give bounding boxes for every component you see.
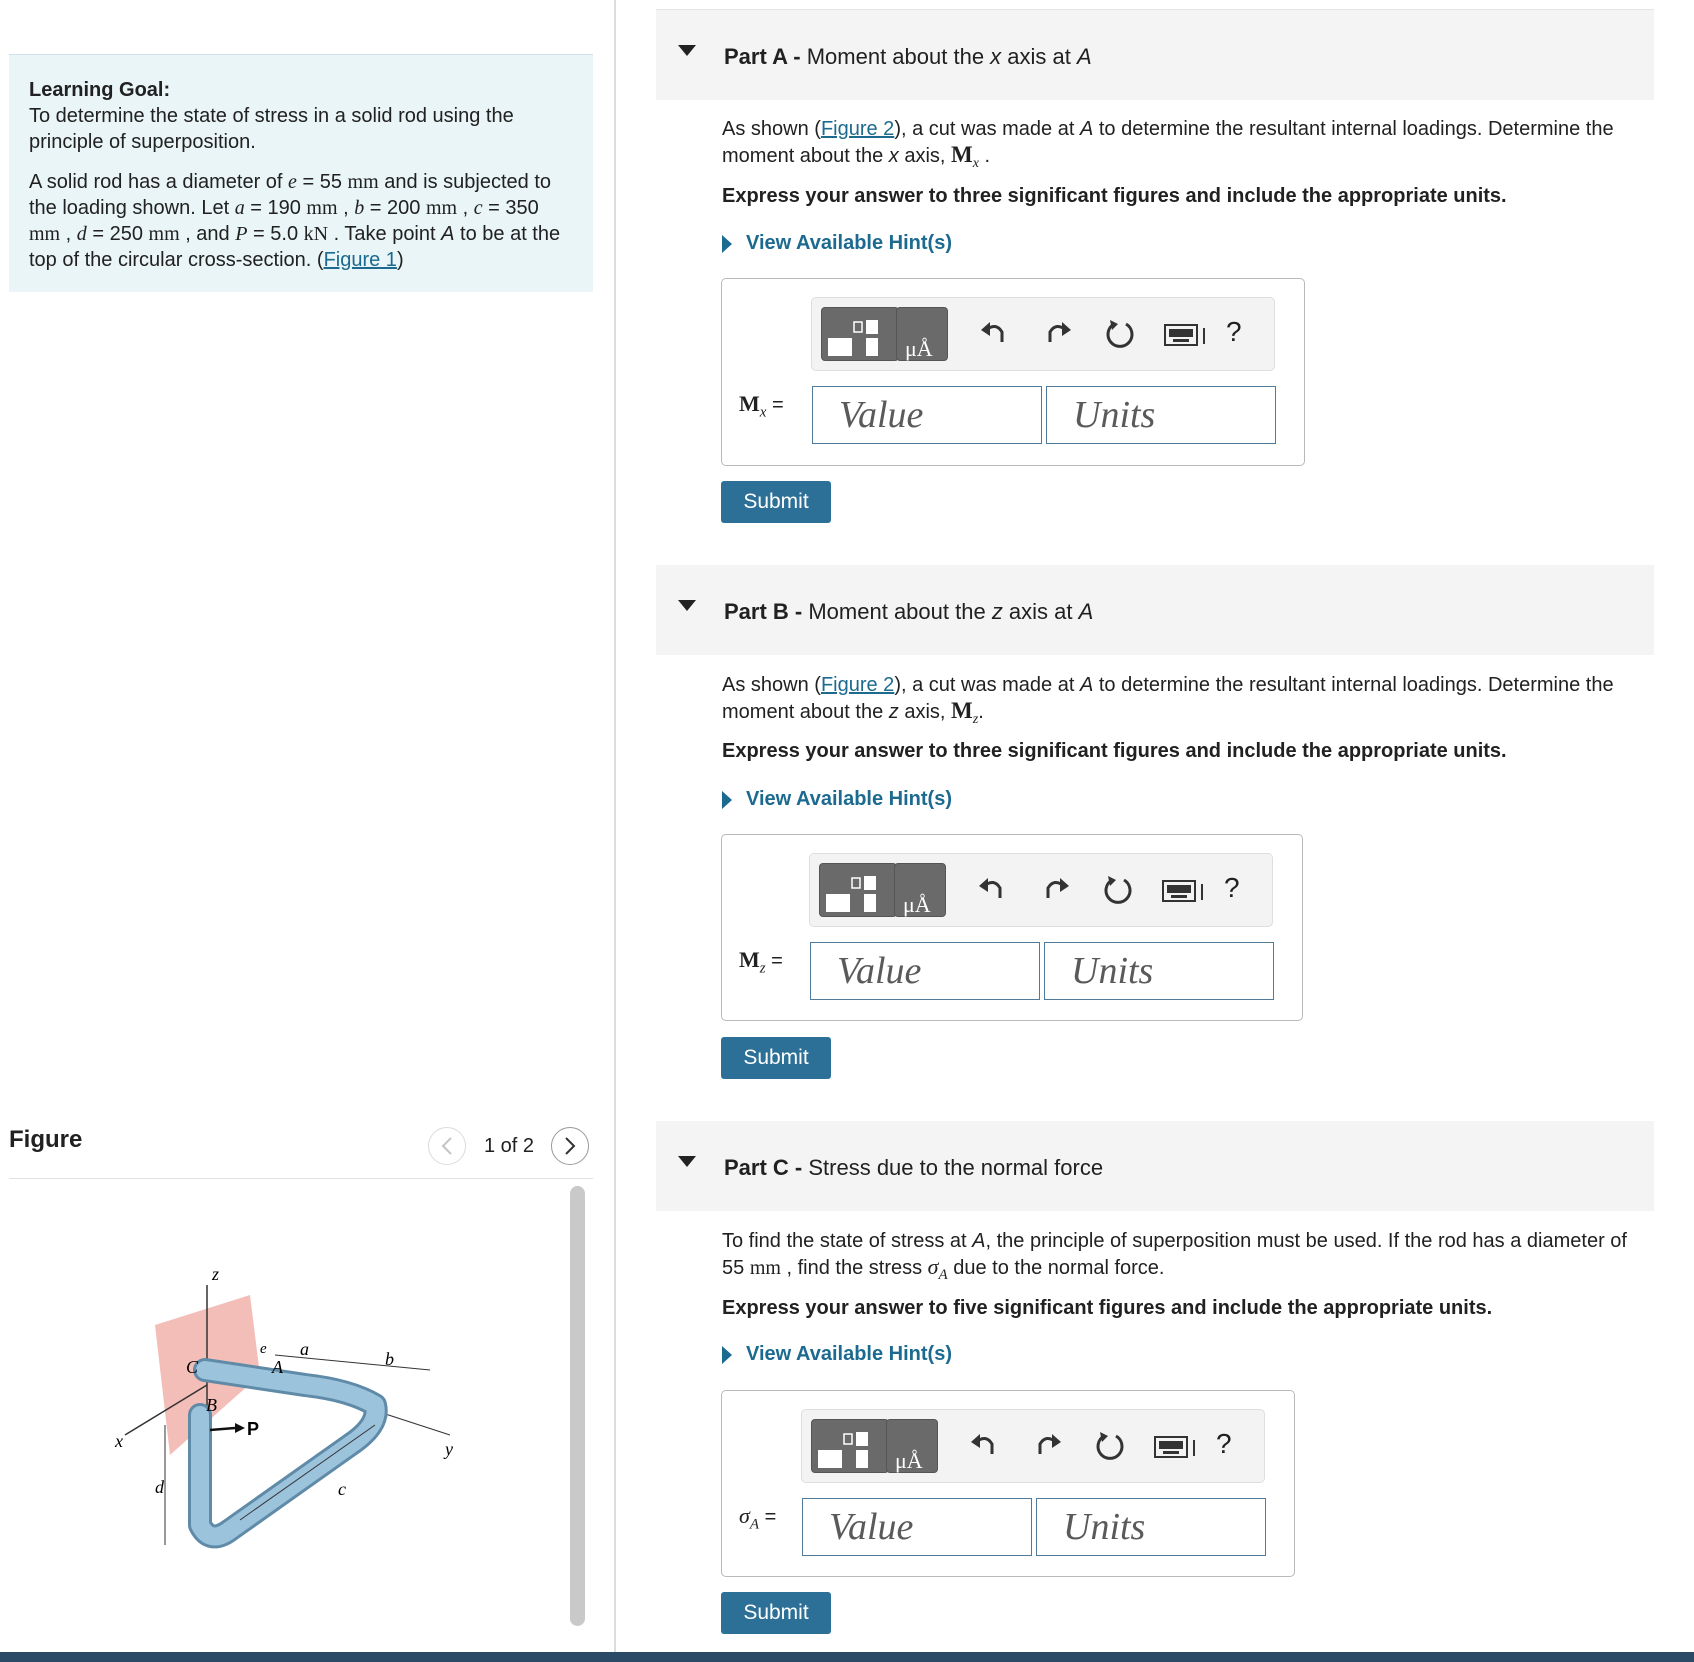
- part-a-value-input[interactable]: Value: [812, 386, 1042, 444]
- unit-p: kN: [303, 223, 329, 245]
- problem-statement: [29, 169, 573, 273]
- learning-goal-heading: Learning Goal:: [29, 79, 171, 101]
- undo-icon[interactable]: [978, 874, 1006, 902]
- part-a-title: Part A - Moment about the x axis at A: [724, 44, 1092, 69]
- collapse-caret-icon: [678, 1156, 696, 1168]
- svg-text:μÅ: μÅ: [903, 892, 931, 917]
- label-c: c: [338, 1479, 346, 1499]
- label-e: e: [260, 1341, 267, 1357]
- part-c-answer-box: [721, 1390, 1295, 1577]
- value-e: = 55: [296, 171, 348, 193]
- figure-2-link[interactable]: Figure 2: [820, 118, 895, 140]
- problem-text: A solid rod has a diameter of: [29, 171, 289, 193]
- part-a-answer-box: [721, 278, 1305, 466]
- label-z: z: [212, 1264, 220, 1284]
- bottom-bar: [0, 1652, 1694, 1662]
- unit-c: mm: [29, 223, 61, 245]
- value-a: = 190: [244, 197, 307, 219]
- var-a: a: [234, 197, 245, 219]
- part-c-instruction: Express your answer to five significant figures and include the appropriate units.: [722, 1297, 1493, 1319]
- part-b-units-input[interactable]: Units: [1044, 942, 1274, 1000]
- unit-e: mm: [347, 171, 379, 193]
- help-button[interactable]: ?: [1216, 1428, 1232, 1459]
- previous-figure-button[interactable]: [428, 1127, 466, 1165]
- help-button[interactable]: ?: [1226, 316, 1242, 347]
- undo-icon[interactable]: [970, 1430, 998, 1458]
- svg-text:μÅ: μÅ: [895, 1448, 923, 1473]
- reset-icon[interactable]: [1094, 1430, 1126, 1462]
- part-a-header[interactable]: [656, 10, 1654, 100]
- var-c: c: [473, 197, 483, 219]
- part-b-math-toolbar: [809, 853, 1273, 927]
- label-x: x: [115, 1431, 123, 1451]
- units-icon: [897, 308, 949, 362]
- value-p: = 5.0: [247, 223, 304, 245]
- left-panel: [0, 0, 616, 1652]
- redo-icon[interactable]: [1042, 874, 1070, 902]
- label-B: B: [206, 1395, 217, 1415]
- collapse-caret-icon: [678, 600, 696, 612]
- keyboard-icon[interactable]: [1154, 1436, 1198, 1458]
- part-a-question: As shown (Figure 2), a cut was made at A to determine the resultant internal loadings. Determine the moment about the x axis, $M_x$ .: [722, 118, 1614, 171]
- part-b-hint-toggle[interactable]: View Available Hint(s): [722, 788, 952, 811]
- label-P: P: [247, 1419, 260, 1439]
- next-figure-button[interactable]: [551, 1127, 589, 1165]
- var-p: P: [235, 223, 248, 245]
- label-C: C: [186, 1357, 199, 1377]
- redo-icon[interactable]: [1034, 1430, 1062, 1458]
- value-b: = 200: [364, 197, 426, 219]
- collapse-caret-icon: [678, 45, 696, 57]
- separator: ,: [457, 197, 474, 219]
- part-a-hint-toggle[interactable]: View Available Hint(s): [722, 232, 952, 255]
- fraction-templates-icon: [812, 1420, 890, 1474]
- label-a: a: [300, 1339, 309, 1359]
- part-c-question: To find the state of stress at A, the principle of superposition must be used. If the rod has a diameter of 55 mm , find the stress $\sigma_A$ due to the normal force.: [722, 1230, 1627, 1283]
- unit-a: mm: [306, 197, 338, 219]
- part-c-answer-label: $\sigma_A$ =: [739, 1503, 777, 1533]
- unit-b: mm: [425, 197, 458, 219]
- problem-text: and is subjected to the loading shown. Let: [29, 171, 552, 219]
- value-c: = 350: [482, 197, 539, 219]
- fraction-templates-button[interactable]: [811, 1419, 889, 1473]
- part-a-units-input[interactable]: Units: [1046, 386, 1276, 444]
- part-b-value-input[interactable]: Value: [810, 942, 1040, 1000]
- part-b-question: As shown (Figure 2), a cut was made at A to determine the resultant internal loadings. Determine the moment about the z axis, $M_z$.: [722, 674, 1614, 727]
- part-c-units-input[interactable]: Units: [1036, 1498, 1266, 1556]
- figure-title: Figure: [9, 1126, 83, 1153]
- units-button[interactable]: [886, 1419, 938, 1473]
- fraction-templates-button[interactable]: [819, 863, 897, 917]
- part-c-title: Part C - Stress due to the normal force: [724, 1155, 1104, 1180]
- part-b-answer-label: $M_z$ =: [739, 947, 783, 977]
- svg-text:μÅ: μÅ: [905, 336, 933, 361]
- part-c-hint-toggle[interactable]: View Available Hint(s): [722, 1343, 952, 1366]
- redo-icon[interactable]: [1044, 318, 1072, 346]
- part-a-submit-button[interactable]: Submit: [721, 481, 831, 523]
- figure-divider: [9, 1178, 593, 1179]
- units-icon: [895, 864, 947, 918]
- problem-text: ): [396, 249, 404, 271]
- learning-goal-panel: [9, 54, 593, 292]
- label-A: A: [272, 1357, 283, 1377]
- label-b: b: [385, 1349, 394, 1369]
- point-a: A: [441, 223, 455, 245]
- caret-right-icon: [722, 1346, 732, 1364]
- reset-icon[interactable]: [1102, 874, 1134, 906]
- unit-d: mm: [148, 223, 180, 245]
- part-b-title: Part B - Moment about the z axis at A: [724, 599, 1094, 624]
- part-b-instruction: Express your answer to three significant figures and include the appropriate units.: [722, 740, 1507, 762]
- part-c-header[interactable]: [656, 1121, 1654, 1211]
- var-d: d: [76, 223, 87, 245]
- separator: ,: [60, 223, 77, 245]
- part-a-math-toolbar: [811, 297, 1275, 371]
- part-c-value-input[interactable]: Value: [802, 1498, 1032, 1556]
- units-icon: [887, 1420, 939, 1474]
- label-d: d: [155, 1477, 164, 1497]
- problem-text: . Take point: [328, 223, 442, 245]
- value-d: = 250: [86, 223, 149, 245]
- part-a-answer-label: $M_x$ =: [739, 391, 784, 421]
- chevron-right-icon: [563, 1136, 577, 1156]
- var-e: e: [288, 171, 297, 193]
- problem-text: to be at the top of the circular cross-section. (: [29, 223, 561, 271]
- units-button[interactable]: [894, 863, 946, 917]
- part-b-submit-button[interactable]: Submit: [721, 1037, 831, 1079]
- figure-scrollbar[interactable]: [570, 1186, 585, 1626]
- fraction-templates-button[interactable]: [821, 307, 899, 361]
- caret-right-icon: [722, 791, 732, 809]
- part-a-instruction: Express your answer to three significant figures and include the appropriate units.: [722, 185, 1507, 207]
- learning-goal-text: To determine the state of stress in a solid rod using the principle of superposition.: [29, 105, 514, 153]
- caret-right-icon: [722, 235, 732, 253]
- part-b-header[interactable]: [656, 565, 1654, 655]
- fraction-templates-icon: [820, 864, 898, 918]
- var-b: b: [354, 197, 365, 219]
- keyboard-icon[interactable]: [1164, 324, 1208, 346]
- figure-counter: 1 of 2: [484, 1135, 535, 1157]
- chevron-left-icon: [440, 1136, 454, 1156]
- reset-icon[interactable]: [1104, 318, 1136, 350]
- part-c-submit-button[interactable]: Submit: [721, 1592, 831, 1634]
- keyboard-icon[interactable]: [1162, 880, 1206, 902]
- problem-text: , and: [179, 223, 236, 245]
- part-b-answer-box: [721, 834, 1303, 1021]
- label-y: y: [445, 1439, 453, 1459]
- fraction-templates-icon: [822, 308, 900, 362]
- figure-2-link[interactable]: Figure 2: [820, 674, 895, 696]
- undo-icon[interactable]: [980, 318, 1008, 346]
- figure-image: [100, 1255, 480, 1575]
- help-button[interactable]: ?: [1224, 872, 1240, 903]
- separator: ,: [337, 197, 355, 219]
- figure-1-link[interactable]: Figure 1: [323, 249, 397, 271]
- units-button[interactable]: [896, 307, 948, 361]
- part-c-math-toolbar: [801, 1409, 1265, 1483]
